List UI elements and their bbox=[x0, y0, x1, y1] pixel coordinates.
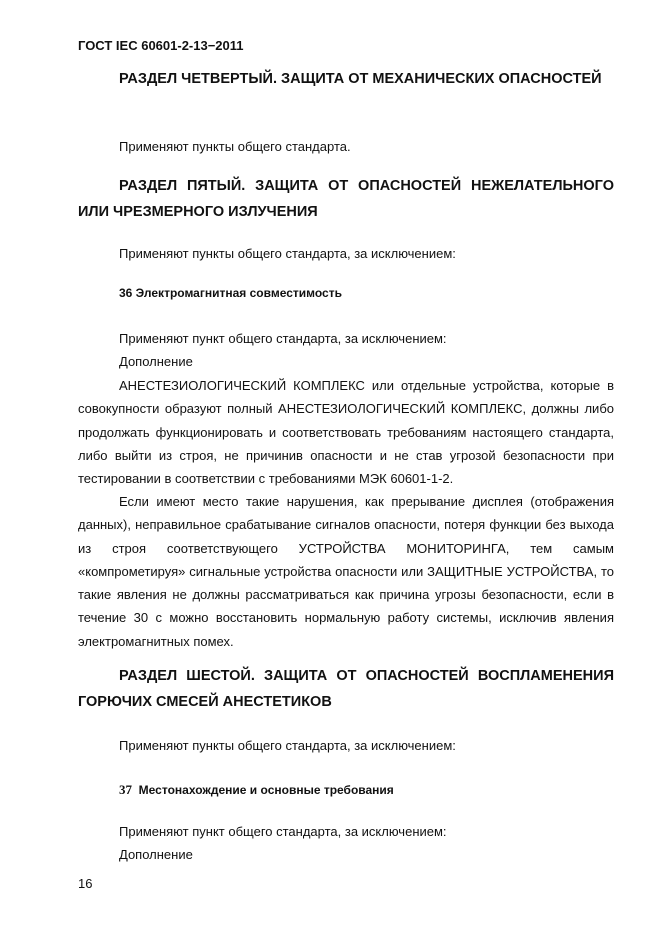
section-6-text: Применяют пункты общего стандарта, за исключением: bbox=[119, 738, 456, 753]
section-5-text: Применяют пункты общего стандарта, за исключением: bbox=[119, 246, 456, 261]
subsection-36-addition-label: Дополнение bbox=[119, 354, 193, 369]
section-4-text: Применяют пункты общего стандарта. bbox=[119, 139, 351, 154]
page-number: 16 bbox=[78, 876, 93, 891]
subsection-36-title: 36 Электромагнитная совместимость bbox=[119, 286, 342, 300]
subsection-36-intro: Применяют пункт общего стандарта, за исключением: bbox=[119, 331, 447, 346]
section-4-heading: РАЗДЕЛ ЧЕТВЕРТЫЙ. ЗАЩИТА ОТ МЕХАНИЧЕСКИХ ОПАСНОСТЕЙ bbox=[119, 71, 602, 87]
subsection-37-number: 37 bbox=[119, 782, 132, 797]
document-header: ГОСТ IEC 60601-2-13−2011 bbox=[78, 38, 244, 53]
subsection-37-addition-label: Дополнение bbox=[119, 847, 193, 862]
subsection-37-title bbox=[119, 782, 394, 798]
section-5-heading: РАЗДЕЛ ПЯТЫЙ. ЗАЩИТА ОТ ОПАСНОСТЕЙ НЕЖЕЛАТЕЛЬНОГО ИЛИ ЧРЕЗМЕРНОГО ИЗЛУЧЕНИЯ bbox=[78, 178, 614, 220]
subsection-37-title-text: Местонахождение и основные требования bbox=[138, 783, 394, 797]
subsection-36-paragraph-2: Если имеют место такие нарушения, как прерывание дисплея (отображения данных), неправильное срабатывание сигналов опасности, потеря функции без выхода из строя соответствующего УСТРОЙСТВА МОНИТОРИНГА, тем самым «компрометируя» сигнальные устройства опасности или ЗАЩИТНЫЕ УСТРОЙСТВА, то такие явления не должны рассматриваться как причина угрозы безопасности, если в течение 30 с можно восстановить нормальную работу системы, исключив явления электромагнитных помех. bbox=[78, 494, 614, 649]
subsection-37-intro: Применяют пункт общего стандарта, за исключением: bbox=[119, 824, 447, 839]
section-6-heading: РАЗДЕЛ ШЕСТОЙ. ЗАЩИТА ОТ ОПАСНОСТЕЙ ВОСПЛАМЕНЕНИЯ ГОРЮЧИХ СМЕСЕЙ АНЕСТЕТИКОВ bbox=[78, 668, 614, 710]
subsection-36-paragraph-1: АНЕСТЕЗИОЛОГИЧЕСКИЙ КОМПЛЕКС или отдельные устройства, которые в совокупности образуют полный АНЕСТЕЗИОЛОГИЧЕСКИЙ КОМПЛЕКС, должны либо продолжать функционировать и соответствовать требованиям настоящего стандарта, либо выйти из строя, не причинив опасности и не став угрозой безопасности при тестировании в соответствии с требованиями МЭК 60601-1-2. bbox=[78, 378, 614, 487]
